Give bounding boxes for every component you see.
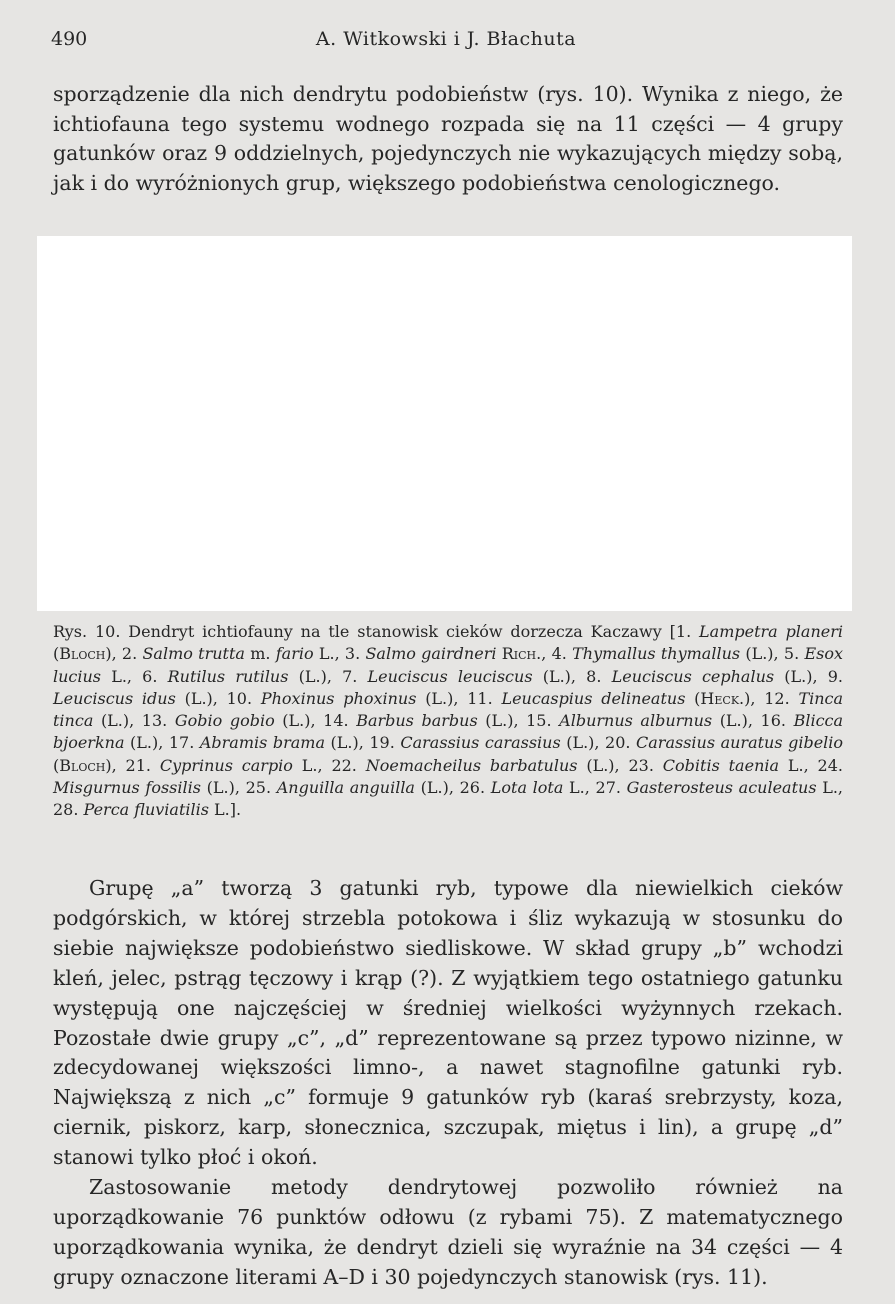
caption-text: L., 22. (292, 755, 366, 775)
caption-text: L., 3. (313, 644, 366, 664)
intro-paragraph: sporządzenie dla nich dendrytu podobieństw (rys. 10). Wynika z niego, że ichtiofauna tego systemu wodnego rozpada się na 11 części — 4 grupy gatunków oraz 9 oddzielnych, pojedynczych nie wykazujących między sobą, jak i do wyróżnionych grup, większego podobieństwa cenologicznego. (53, 82, 843, 195)
caption-species: Misgurnus fossilis (53, 778, 201, 798)
caption-species: fario (275, 644, 314, 664)
caption-species: Carassius carassius (400, 733, 561, 753)
caption-species: Phoxinus phoxinus (260, 688, 417, 708)
caption-species: Carassius auratus gibelio (636, 733, 844, 753)
caption-text: (L.), 23. (577, 755, 663, 775)
caption-prefix: Rys. 10. Dendryt ichtiofauny na tle stanowisk cieków dorzecza Kaczawy [1. (53, 622, 700, 641)
caption-species: Cyprinus carpio (159, 755, 293, 775)
caption-species: Cobitis taenia (662, 755, 780, 775)
caption-text: ( (53, 755, 60, 775)
caption-species: Tinca tinca (53, 688, 844, 731)
caption-text: ., 4. (536, 644, 573, 664)
caption-text: L., 6. (101, 666, 168, 686)
caption-species: Gobio gobio (174, 711, 275, 731)
caption-species: Leuciscus idus (53, 688, 176, 708)
caption-species: Leuciscus leuciscus (367, 666, 533, 686)
figure-placeholder (37, 236, 852, 611)
caption-species: Gasterosteus aculeatus (626, 778, 817, 798)
caption-species: Abramis brama (199, 733, 326, 753)
caption-text: (L.), 14. (274, 711, 357, 731)
caption-text: (L.), 13. (93, 711, 175, 731)
caption-species: Noemacheilus barbatulus (365, 755, 578, 775)
caption-species: Esox lucius (53, 644, 843, 686)
caption-species: Lampetra planeri (699, 622, 844, 641)
caption-text: L., 28. (53, 778, 844, 820)
caption-authority: Bloch (59, 755, 106, 775)
caption-authority: Rich (501, 644, 537, 664)
caption-authority: Heck (700, 688, 740, 708)
caption-text: (L.), 17. (124, 733, 200, 753)
body-paragraph: Zastosowanie metody dendrytowej pozwoliło również na uporządkowanie 76 punktów odłowu (z rybami 75). Z matematycznego uporządkowania wynika, że dendryt dzieli się wyraźnie na 34 części — 4 grupy oznaczone literami A–D i 30 pojedynczych stanowisk (rys. 11). (53, 1175, 843, 1289)
caption-text: L., 27. (563, 778, 627, 798)
running-title: A. Witkowski i J. Błachuta (315, 28, 577, 50)
caption-text: (L.), 11. (416, 688, 502, 708)
caption-species: Barbus barbus (356, 711, 478, 731)
body-text (53, 874, 843, 1293)
caption-text: (L.), 10. (175, 688, 261, 708)
figure-caption: Rys. 10. Dendryt ichtiofauny na tle stanowisk cieków dorzecza Kaczawy [1. Lampetra planeri (Bloch), 2. Salmo trutta m. fario L., 3. Salmo gairdneri Rich., 4. Thymallus thymallus (L.), 5. Esox lucius L., 6. Rutilus rutilus (L.), 7. Leuciscus leuciscus (L.), 8. Leuciscus cephalus (L.), 9. Leuciscus idus (L.), 10. Phoxinus phoxinus (L.), 11. Leucaspius delineatus (Heck.), 12. Tinca tinca (L.), 13. Gobio gobio (L.), 14. Barbus barbus (L.), 15. Alburnus alburnus (L.), 16. Blicca bjoerkna (L.), 17. Abramis brama (L.), 19. Carassius carassius (L.), 20. Carassius auratus gibelio (Bloch), 21. Cyprinus carpio L., 22. Noemacheilus barbatulus (L.), 23. Cobitis taenia L., 24. Misgurnus fossilis (L.), 25. Anguilla anguilla (L.), 26. Lota lota L., 27. Gasterosteus aculeatus L., 28. Perca fluviatilis L.]. (53, 622, 844, 820)
caption-text: (L.), 25. (200, 778, 277, 798)
caption-text: (L.), 26. (414, 778, 491, 798)
caption-text: (L.), 15. (477, 711, 560, 731)
caption-species: Salmo gairdneri (365, 644, 497, 664)
caption-text: .), 12. (739, 688, 799, 708)
caption-text: ), 21. (105, 755, 160, 775)
caption-text: (L.), 7. (288, 666, 368, 686)
caption-species: Anguilla anguilla (276, 778, 415, 798)
caption-species: Rutilus rutilus (167, 666, 289, 686)
caption-text: (L.), 19. (325, 733, 401, 753)
caption-text: (L.), 20. (560, 733, 637, 753)
caption-text: ), 2. (105, 644, 143, 664)
caption-species: Leucaspius delineatus (501, 688, 686, 708)
body-paragraph: Grupę „a” tworzą 3 gatunki ryb, typowe dla niewielkich cieków podgórskich, w której strzebla potokowa i śliz wykazują w stosunku do siebie największe podobieństwo siedliskowe. W skład grupy „b” wchodzi kleń, jelec, pstrąg tęczowy i krąp (?). Z wyjątkiem tego ostatniego gatunku występują one najczęściej w średniej wielkości wyżynnych rzekach. Pozostałe dwie grupy „c”, „d” reprezentowane są przez typowo nizinne, w zdecydowanej większości limno-, a nawet stagnofilne gatunki ryb. Największą z nich „c” formuje 9 gatunków ryb (karaś srebrzysty, koza, ciernik, piskorz, karp, słonecznica, szczupak, miętus i lin), a grupę „d” stanowi tylko płoć i okoń. (53, 876, 843, 1170)
caption-species: Leuciscus cephalus (611, 666, 775, 686)
caption-species: Thymallus thymallus (572, 644, 741, 664)
caption-text: ( (685, 688, 701, 708)
caption-text: (L.), 5. (740, 644, 805, 664)
caption-species: Alburnus alburnus (559, 711, 713, 731)
caption-species: Perca fluviatilis (83, 800, 209, 820)
page-header (51, 28, 841, 58)
caption-text: m. (244, 644, 276, 664)
caption-species: Salmo trutta (142, 644, 245, 664)
caption-text: (L.), 8. (532, 666, 612, 686)
caption-species: Blicca bjoerkna (53, 711, 844, 753)
page-number: 490 (51, 28, 88, 50)
caption-species: Lota lota (490, 778, 564, 798)
caption-authority: Bloch (59, 644, 106, 664)
caption-text: (L.), 16. (712, 711, 794, 731)
caption-text: (L.), 9. (774, 666, 844, 686)
caption-text: L., 24. (779, 755, 843, 775)
caption-text: L.]. (208, 800, 242, 820)
